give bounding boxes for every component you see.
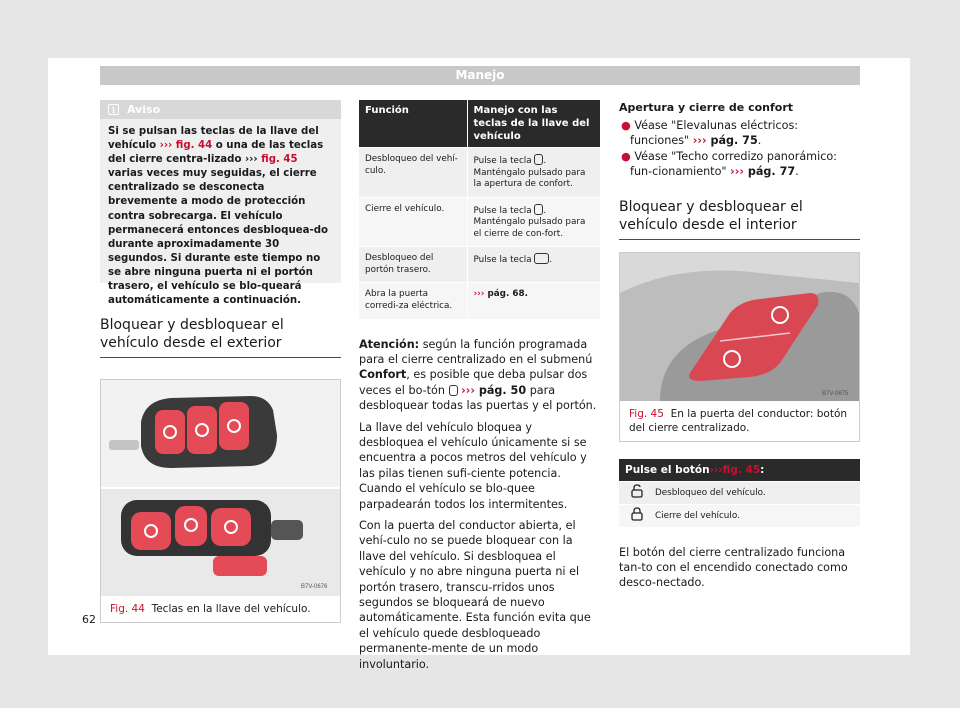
press-colon: : <box>760 463 765 476</box>
unlock-key-icon <box>449 385 458 396</box>
door-button-image <box>620 253 859 401</box>
list-item <box>619 118 860 149</box>
notice-arrow: ››› <box>245 154 258 166</box>
paragraph-range: La llave del vehículo bloquea y desbloquea el vehículo únicamente si se encuentra a pocos metros del vehículo y las pilas tienen sufi-ciente potencia. Cuando el vehículo se blo-quee parpadearán todos los intermitentes. <box>359 420 587 511</box>
bullet-icon: ● <box>621 119 631 132</box>
figure-caption-text: Teclas en la llave del vehículo. <box>151 603 311 615</box>
cell-text: . Manténgalo pulsado para el cierre de con-fort. <box>473 205 586 239</box>
column-middle <box>359 100 600 672</box>
cell-text: Pulse la tecla <box>473 255 535 265</box>
trunk-key-icon <box>534 253 549 264</box>
notice-text <box>100 119 341 307</box>
cell-text: . Manténgalo pulsado para la apertura de confort. <box>473 156 586 189</box>
para-text: para desbloquear todas las puertas y el portón. <box>359 383 597 413</box>
cell-text: Pulse la tecla <box>473 205 535 216</box>
cell-text: . <box>549 255 553 265</box>
notice-header <box>100 100 341 119</box>
table-cell-function: Cierre el vehículo. <box>359 197 467 247</box>
fig-44-link[interactable]: fig. 44 <box>172 140 213 152</box>
figure-label: Fig. 44 <box>110 603 145 615</box>
lock-icon <box>619 507 655 524</box>
figure-caption <box>620 401 859 441</box>
figure-label: Fig. 45 <box>629 407 664 420</box>
cell-arrow: ››› <box>473 289 485 299</box>
page-75-link[interactable]: pág. 75 <box>706 134 758 148</box>
figure-code: B7V-0676 <box>301 584 328 590</box>
column-left <box>100 100 341 623</box>
bullet-text: Véase "Techo corredizo panorámico: fun-cionamiento" <box>630 149 837 179</box>
section-title-exterior: Bloquear y desbloquear el vehículo desde el exterior <box>100 316 341 358</box>
atencion-label: Atención: <box>359 337 420 351</box>
table-cell-operation <box>467 148 600 198</box>
table-row <box>359 148 600 198</box>
notice-label: Aviso <box>127 103 161 116</box>
bullet-arrow: ››› <box>692 134 707 148</box>
bullet-period: . <box>757 134 762 148</box>
notice-text-part: o una de las teclas del cierre centra-lizado <box>108 140 324 166</box>
figure-code: B7V-0675 <box>822 390 849 397</box>
confort-term: Confort <box>359 368 407 382</box>
paragraph-driver-door: Con la puerta del conductor abierta, el vehí-culo no se puede bloquear con la llave del vehículo. Si desbloquea el vehículo y no abre ninguna puerta ni el portón trasero, transcu-rridos unos segundos se bloqueará de nuevo automáticamente. Esta función evita que el vehículo quede desbloqueado permanente-mente de un modo involuntario. <box>359 518 591 671</box>
table-row <box>359 283 600 319</box>
page-number: 62 <box>82 613 96 626</box>
figure-45 <box>619 252 860 442</box>
section-title-interior: Bloquear y desbloquear el vehículo desde el interior <box>619 198 860 240</box>
unlock-key-icon <box>534 154 543 165</box>
page-50-link[interactable]: pág. 50 <box>474 383 527 397</box>
door-lock-button-illustration <box>620 253 859 401</box>
bullet-icon: ● <box>621 149 631 163</box>
notice-arrow: ››› <box>159 140 173 152</box>
list-item <box>619 149 860 180</box>
bullet-period: . <box>795 165 799 179</box>
table-cell-function: Desbloqueo del vehí-culo. <box>359 148 467 198</box>
table-row <box>359 247 600 283</box>
press-arrow: ››› <box>709 463 723 476</box>
list-item <box>619 481 860 504</box>
info-icon: i <box>108 104 119 115</box>
para-arrow: ››› <box>461 383 475 397</box>
car-keys-illustration <box>101 380 340 596</box>
notice-text-part: varias veces muy seguidas, el cierre centralizado se desconecta brevemente a modo de protección contra sobrecarga. El vehículo permanecerá entonces desbloquea-do durante aproximadamente 30 segundos. Si durante este tiempo no se abre ninguna puerta ni el portón trasero, el vehículo se blo-queará automáticamente a continuación. <box>108 168 329 307</box>
figure-44 <box>100 379 341 623</box>
unlock-icon <box>619 484 655 501</box>
table-header-operation: Manejo con las teclas de la llave del vehículo <box>467 100 600 148</box>
press-row-text: Cierre del vehículo. <box>655 510 740 521</box>
figure-caption <box>101 596 340 622</box>
para-text: , es posible que deba pulsar dos veces el bo-tón <box>359 368 588 397</box>
table-header-function: Función <box>359 100 467 148</box>
press-header-text: Pulse el botón <box>625 463 710 476</box>
para-text: según la función programada para el cierre centralizado en el submenú <box>359 337 593 366</box>
figure-caption-text: En la puerta del conductor: botón del cierre centralizado. <box>629 407 848 434</box>
page-77-link[interactable]: pág. 77 <box>743 165 796 179</box>
press-header <box>619 459 860 481</box>
fig-45-link[interactable]: fig. 45 <box>722 463 761 476</box>
cell-text: Pulse la tecla <box>473 156 535 166</box>
key-image <box>101 380 340 596</box>
table-cell-function: Abra la puerta corredi-za eléctrica. <box>359 283 467 319</box>
bullet-arrow: ››› <box>730 165 744 179</box>
table-row <box>359 197 600 247</box>
table-cell-function: Desbloqueo del portón trasero. <box>359 247 467 283</box>
function-table <box>359 100 600 319</box>
table-cell-operation <box>467 247 600 283</box>
paragraph-central-lock: El botón del cierre centralizado funciona tan-to con el encendido conectado como desco-nectado. <box>619 545 848 590</box>
table-cell-operation <box>467 283 600 319</box>
page-68-link[interactable]: pág. 68. <box>484 289 528 299</box>
confort-title: Apertura y cierre de confort <box>619 101 794 114</box>
lock-key-icon <box>534 204 543 215</box>
fig-45-link[interactable]: fig. 45 <box>257 154 298 166</box>
page-header: Manejo <box>100 66 860 85</box>
press-row-text: Desbloqueo del vehículo. <box>655 487 766 498</box>
list-item <box>619 504 860 527</box>
bullet-text: Véase "Elevalunas eléctricos: funciones" <box>630 119 799 148</box>
table-cell-operation <box>467 197 600 247</box>
paragraph-atencion <box>359 337 600 414</box>
press-box <box>619 459 860 527</box>
column-right <box>619 100 860 591</box>
notice-text-part: Si se pulsan las teclas de la llave del vehículo <box>108 126 319 152</box>
notice-box <box>100 100 341 307</box>
